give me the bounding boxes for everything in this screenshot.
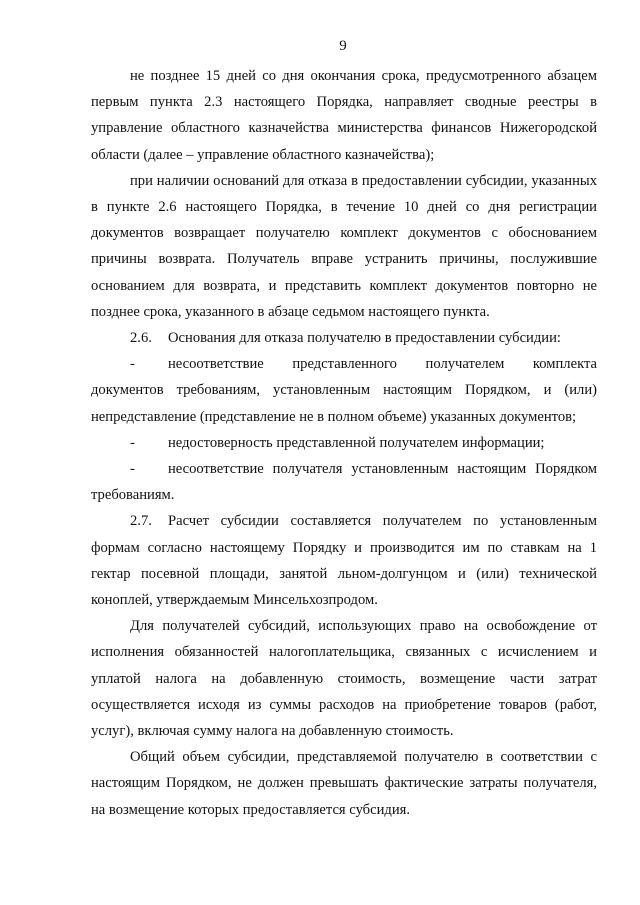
paragraph-subsidy-limit: Общий объем субсидии, представляемой получателю в соответствии с настоящим Порядком, не должен превышать фактические затраты получателя, на возмещение которых предоставляется субсидия. — [91, 749, 597, 818]
section-2-7 — [91, 508, 597, 613]
refusal-reason-item — [91, 430, 597, 456]
page-number: 9 — [339, 38, 347, 54]
list-dash: - — [130, 461, 135, 478]
paragraph-vat-exemption: Для получателей субсидий, использующих право на освобождение от исполнения обязанностей налогоплательщика, связанных с исчислением и уплатой налога на добавленную стоимость, возмещение части затрат осуществляется исходя из суммы расходов на приобретение товаров (работ, услуг), включая сумму налога на добавленную стоимость. — [91, 618, 597, 740]
section-text: Основания для отказа получателю в предоставлении субсидии: — [168, 330, 561, 347]
section-text: Расчет субсидии составляется получателем по установленным формам согласно настоящему Порядку и производится им по ставкам на 1 гектар посевной площади, занятой льном-долгунцом и (или) технической коноплей, утверждаемым Минсельхозпродом. — [91, 513, 597, 609]
list-dash: - — [130, 356, 135, 373]
paragraph-refusal-return: при наличии оснований для отказа в предоставлении субсидии, указанных в пункте 2.6 настоящего Порядка, в течение 10 дней со дня регистрации документов возвращает получателю комплект документов с обоснованием причины возврата. Получатель вправе устранить причины, послужившие основанием для возврата, и представить комплект документов повторно не позднее срока, указанного в абзаце седьмом настоящего пункта. — [91, 172, 597, 320]
list-item-text: несоответствие получателя установленным настоящим Порядком требованиям. — [91, 461, 597, 504]
refusal-reason-item — [91, 456, 597, 508]
list-dash: - — [130, 434, 135, 451]
list-item-text: недостоверность представленной получателем информации; — [168, 434, 545, 451]
document-body — [91, 63, 597, 823]
section-2-6 — [91, 325, 597, 351]
section-number: 2.6. — [130, 330, 152, 347]
list-item-text: несоответствие представленного получателем комплекта документов требованиям, установленным настоящим Порядком, и (или) непредставление (представление не в полном объеме) указанных документов; — [91, 356, 597, 425]
paragraph-deadline-registers: не позднее 15 дней со дня окончания срока, предусмотренного абзацем первым пункта 2.3 настоящего Порядка, направляет сводные реестры в управление областного казначейства министерства финансов Нижегородской области (далее – управление областного казначейства); — [91, 68, 597, 163]
refusal-reason-item — [91, 351, 597, 430]
section-number: 2.7. — [130, 513, 152, 530]
